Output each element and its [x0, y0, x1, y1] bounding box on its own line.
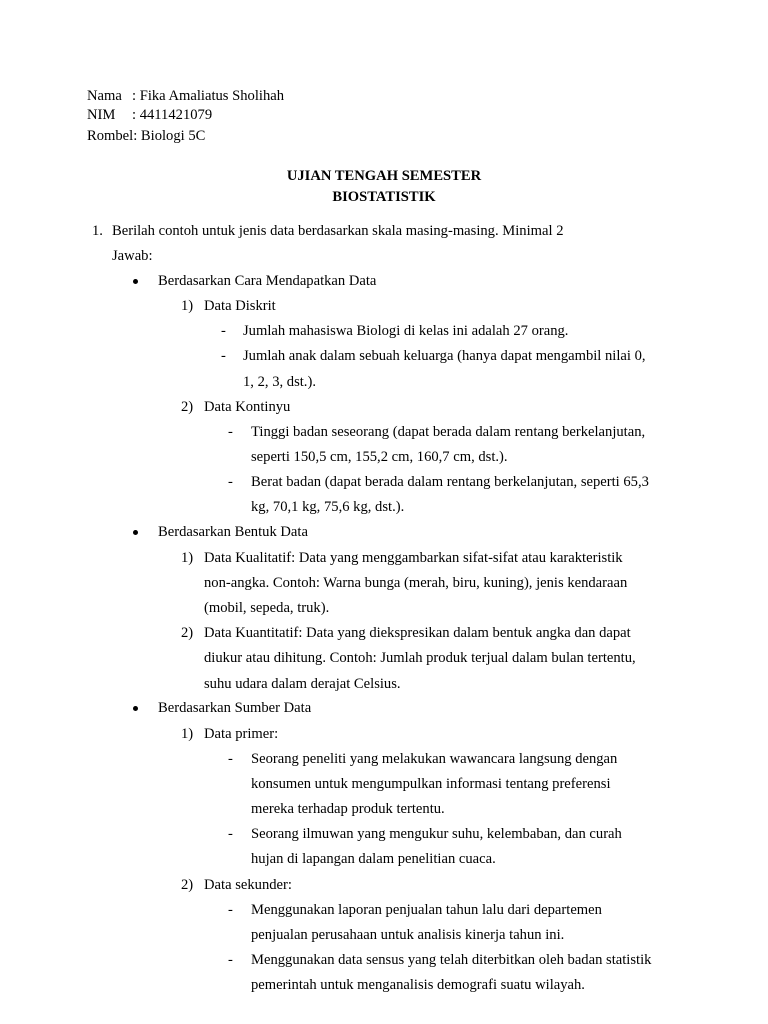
- example-line: Berat badan (dapat berada dalam rentang berkelanjutan, seperti 65,3: [251, 474, 649, 490]
- dash-marker: -: [221, 323, 226, 339]
- example-line: Menggunakan laporan penjualan tahun lalu dari departemen: [251, 902, 602, 918]
- dash-marker: -: [228, 902, 233, 918]
- section-heading: Berdasarkan Sumber Data: [158, 700, 312, 716]
- item-number: 1): [181, 298, 194, 314]
- question-text: Berilah contoh untuk jenis data berdasarkan skala masing-masing. Minimal 2: [112, 223, 564, 239]
- dash-marker: -: [228, 474, 233, 490]
- example-line: Jumlah mahasiswa Biologi di kelas ini adalah 27 orang.: [243, 323, 569, 339]
- item-label: Data sekunder:: [204, 877, 292, 893]
- exam-title: UJIAN TENGAH SEMESTER: [286, 168, 482, 184]
- item-label: Data primer:: [204, 726, 279, 742]
- item-line: suhu udara dalam derajat Celsius.: [204, 676, 401, 692]
- example-line: 1, 2, 3, dst.).: [243, 374, 316, 390]
- example-line: Seorang ilmuwan yang mengukur suhu, kelembaban, dan curah: [251, 826, 622, 842]
- dash-marker: -: [228, 952, 233, 968]
- item-label: Data Kontinyu: [204, 399, 291, 415]
- nama-value: : Fika Amaliatus Sholihah: [132, 88, 285, 104]
- example-line: kg, 70,1 kg, 75,6 kg, dst.).: [251, 499, 405, 515]
- example-line: seperti 150,5 cm, 155,2 cm, 160,7 cm, dst.).: [251, 449, 508, 465]
- subject-title: BIOSTATISTIK: [332, 189, 436, 205]
- item-label: Data Diskrit: [204, 298, 276, 314]
- section-heading: Berdasarkan Cara Mendapatkan Data: [158, 273, 377, 289]
- example-line: konsumen untuk mengumpulkan informasi tentang preferensi: [251, 776, 611, 792]
- example-line: Tinggi badan seseorang (dapat berada dalam rentang berkelanjutan,: [251, 424, 646, 440]
- example-line: hujan di lapangan dalam penelitian cuaca.: [251, 851, 496, 867]
- dash-marker: -: [228, 826, 233, 842]
- item-number: 1): [181, 726, 194, 742]
- item-line: non-angka. Contoh: Warna bunga (merah, biru, kuning), jenis kendaraan: [204, 575, 628, 591]
- item-number: 2): [181, 399, 194, 415]
- example-line: penjualan perusahaan untuk analisis kinerja tahun ini.: [251, 927, 565, 943]
- dash-marker: -: [221, 348, 226, 364]
- section-heading: Berdasarkan Bentuk Data: [158, 524, 308, 540]
- nim-value: : 4411421079: [132, 107, 213, 123]
- bullet-icon: [133, 706, 138, 711]
- dash-marker: -: [228, 751, 233, 767]
- dash-marker: -: [228, 424, 233, 440]
- example-line: pemerintah untuk menganalisis demografi suatu wilayah.: [251, 977, 585, 993]
- example-line: Menggunakan data sensus yang telah diterbitkan oleh badan statistik: [251, 952, 652, 968]
- item-line: Data Kuantitatif: Data yang diekspresikan dalam bentuk angka dan dapat: [204, 625, 631, 641]
- item-number: 2): [181, 625, 194, 641]
- item-number: 1): [181, 550, 194, 566]
- bullet-icon: [133, 530, 138, 535]
- item-number: 2): [181, 877, 194, 893]
- example-line: mereka terhadap produk tertentu.: [251, 801, 445, 817]
- item-line: diukur atau dihitung. Contoh: Jumlah produk terjual dalam bulan tertentu,: [204, 650, 636, 666]
- item-line: Data Kualitatif: Data yang menggambarkan sifat-sifat atau karakteristik: [204, 550, 623, 566]
- item-line: (mobil, sepeda, truk).: [204, 600, 330, 616]
- bullet-icon: [133, 279, 138, 284]
- example-line: Jumlah anak dalam sebuah keluarga (hanya dapat mengambil nilai 0,: [243, 348, 646, 364]
- nim-label: NIM: [87, 107, 116, 123]
- nama-label: Nama: [87, 88, 122, 104]
- rombel-line: Rombel: Biologi 5C: [87, 128, 206, 144]
- answer-label: Jawab:: [112, 248, 153, 264]
- example-line: Seorang peneliti yang melakukan wawancara langsung dengan: [251, 751, 618, 767]
- question-number: 1.: [92, 223, 103, 239]
